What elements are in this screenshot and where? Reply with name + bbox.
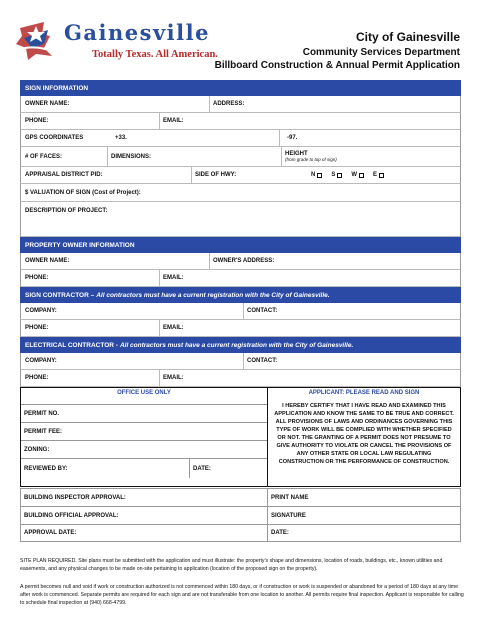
row-valuation bbox=[20, 184, 461, 202]
row-faces bbox=[20, 147, 461, 167]
site-plan-note: SITE PLAN REQUIRED. Site plans must be submitted with the application and must illustrate: the property’s shape and dimensions, location of roads, buildings, etc., known utilities and easements, and any physical changes to be made on-site pertaining to application (location of the proposed sign on the property). bbox=[20, 558, 443, 572]
phone-field[interactable]: PHONE: bbox=[25, 118, 49, 124]
valuation-field[interactable]: $ VALUATION OF SIGN (Cost of Project): bbox=[25, 189, 141, 196]
section-title: SIGN INFORMATION bbox=[25, 84, 89, 92]
gps-longitude-field[interactable]: -97. bbox=[287, 135, 298, 141]
applicant-date-field[interactable]: DATE: bbox=[268, 524, 461, 542]
page-header bbox=[0, 0, 480, 78]
section-title: PROPERTY OWNER INFORMATION bbox=[25, 241, 135, 249]
building-inspector-approval-field[interactable]: BUILDING INSPECTOR APPROVAL: bbox=[20, 488, 268, 506]
dir-e[interactable]: E bbox=[373, 172, 384, 178]
section-property-owner bbox=[20, 237, 461, 253]
height-note: (from grade to top of sign) bbox=[285, 157, 337, 162]
applicant-title: APPLICANT: PLEASE READ AND SIGN bbox=[308, 390, 420, 396]
gps-label: GPS COORDINATES bbox=[25, 135, 84, 141]
row-description-blank[interactable] bbox=[20, 219, 461, 237]
row-owner bbox=[20, 96, 461, 113]
gps-latitude-field[interactable]: +33. bbox=[115, 135, 127, 141]
section-note: All contractors must have a current registration with the City of Gainesville. bbox=[96, 291, 330, 299]
approval-date-field[interactable]: APPROVAL DATE: bbox=[20, 524, 268, 542]
faces-field[interactable]: # OF FACES: bbox=[25, 153, 63, 160]
height-field[interactable] bbox=[281, 147, 337, 166]
office-and-applicant-block bbox=[20, 387, 461, 535]
section-electrical-contractor bbox=[20, 337, 461, 353]
city-title: City of Gainesville bbox=[355, 30, 460, 44]
direction-checkboxes bbox=[307, 167, 393, 183]
reviewed-by-row bbox=[21, 458, 267, 478]
checkbox-e[interactable] bbox=[379, 173, 384, 178]
appraisal-pid-field[interactable]: APPRAISAL DISTRICT PID: bbox=[25, 172, 103, 178]
section-sign-contractor bbox=[20, 287, 461, 303]
application-title: Billboard Construction & Annual Permit Application bbox=[214, 60, 460, 71]
email-field[interactable]: EMAIL: bbox=[163, 118, 184, 124]
zoning-field[interactable]: ZONING: bbox=[21, 440, 267, 458]
property-email-field[interactable]: EMAIL: bbox=[163, 275, 184, 281]
building-official-approval-field[interactable]: BUILDING OFFICIAL APPROVAL: bbox=[20, 506, 268, 524]
electrical-phone-field[interactable]: PHONE: bbox=[25, 375, 49, 381]
permit-no-field[interactable]: PERMIT NO. bbox=[21, 404, 267, 422]
property-owner-name-field[interactable]: OWNER NAME: bbox=[25, 258, 70, 264]
sign-email-field[interactable]: EMAIL: bbox=[163, 325, 184, 331]
row-description bbox=[20, 202, 461, 219]
row-sign-company bbox=[20, 303, 461, 320]
office-use-title: OFFICE USE ONLY bbox=[117, 390, 171, 396]
sign-phone-field[interactable]: PHONE: bbox=[25, 325, 49, 331]
row-appraisal bbox=[20, 167, 461, 184]
property-owner-address-field[interactable]: OWNER'S ADDRESS: bbox=[213, 258, 275, 264]
section-title: SIGN CONTRACTOR – bbox=[25, 291, 95, 299]
dir-n[interactable]: N bbox=[311, 172, 322, 178]
electrical-contact-field[interactable]: CONTACT: bbox=[247, 358, 278, 364]
checkbox-n[interactable] bbox=[317, 173, 322, 178]
section-sign-information bbox=[20, 80, 461, 96]
reviewed-date-field[interactable]: DATE: bbox=[193, 465, 211, 472]
row-property-phone bbox=[20, 270, 461, 287]
property-phone-field[interactable]: PHONE: bbox=[25, 275, 49, 281]
permit-form bbox=[20, 80, 461, 535]
side-of-hwy-label: SIDE OF HWY: bbox=[195, 172, 237, 178]
height-label: HEIGHT bbox=[285, 151, 308, 157]
section-note: All contractors must have a current registration with the City of Gainesville. bbox=[119, 341, 354, 349]
electrical-company-field[interactable]: COMPANY: bbox=[25, 358, 57, 364]
owner-name-field[interactable]: OWNER NAME: bbox=[25, 101, 70, 107]
logo-wordmark: Gainesville bbox=[64, 20, 210, 45]
electrical-email-field[interactable]: EMAIL: bbox=[163, 375, 184, 381]
sign-contact-field[interactable]: CONTACT: bbox=[247, 308, 278, 314]
description-field[interactable]: DESCRIPTION OF PROJECT: bbox=[25, 207, 108, 214]
applicant-box bbox=[268, 387, 461, 487]
row-sign-phone bbox=[20, 320, 461, 337]
dir-s[interactable]: S bbox=[331, 172, 342, 178]
checkbox-w[interactable] bbox=[359, 173, 364, 178]
section-title: ELECTRICAL CONTRACTOR - bbox=[25, 341, 118, 349]
permit-void-note: A permit becomes null and void if work or construction authorized is not commenced within 180 days, or if construction or work is suspended or abandoned for a period of 180 days at any time after work is commenced. Separate permits are required for each sign and are not transferable from one location to another. All permits require final inspection. Applicant is responsible for calling to schedule final inspection at (940) 668-4799. bbox=[20, 584, 464, 606]
print-name-field[interactable]: PRINT NAME bbox=[268, 488, 461, 506]
certification-text: I HEREBY CERTIFY THAT I HAVE READ AND EXAMINED THIS APPLICATION AND KNOW THE SAME TO BE TRUE AND CORRECT. ALL PROVISIONS OF LAWS AND ORDINANCES GOVERNING THIS TYPE OF WORK WILL BE COMPLIED WITH WHETHER SPECIFIED OR NOT. THE GRANTING OF A PERMIT DOES NOT PRESUME TO GIVE AUTHORITY TO VIOLATE OR CANCEL THE PROVISIONS OF ANY OTHER STATE OR LOCAL LAW REGULATING CONSTRUCTION OR THE PERFORMANCE OF CONSTRUCTION. bbox=[274, 403, 454, 465]
dir-w[interactable]: W bbox=[351, 172, 364, 178]
signature-field[interactable]: SIGNATURE bbox=[268, 506, 461, 524]
logo-tagline: Totally Texas. All American. bbox=[92, 49, 218, 60]
reviewed-by-field[interactable]: REVIEWED BY: bbox=[24, 465, 68, 472]
department-title: Community Services Department bbox=[302, 47, 460, 58]
sign-company-field[interactable]: COMPANY: bbox=[25, 308, 57, 314]
dimensions-field[interactable]: DIMENSIONS: bbox=[111, 153, 152, 160]
row-electrical-phone bbox=[20, 370, 461, 387]
city-logo bbox=[14, 14, 218, 64]
address-field[interactable]: ADDRESS: bbox=[213, 101, 245, 107]
row-gps bbox=[20, 130, 461, 147]
checkbox-s[interactable] bbox=[337, 173, 342, 178]
row-phone-email bbox=[20, 113, 461, 130]
row-electrical-company bbox=[20, 353, 461, 370]
row-property-owner bbox=[20, 253, 461, 270]
office-use-box bbox=[20, 387, 268, 487]
permit-fee-field[interactable]: PERMIT FEE: bbox=[21, 422, 267, 440]
